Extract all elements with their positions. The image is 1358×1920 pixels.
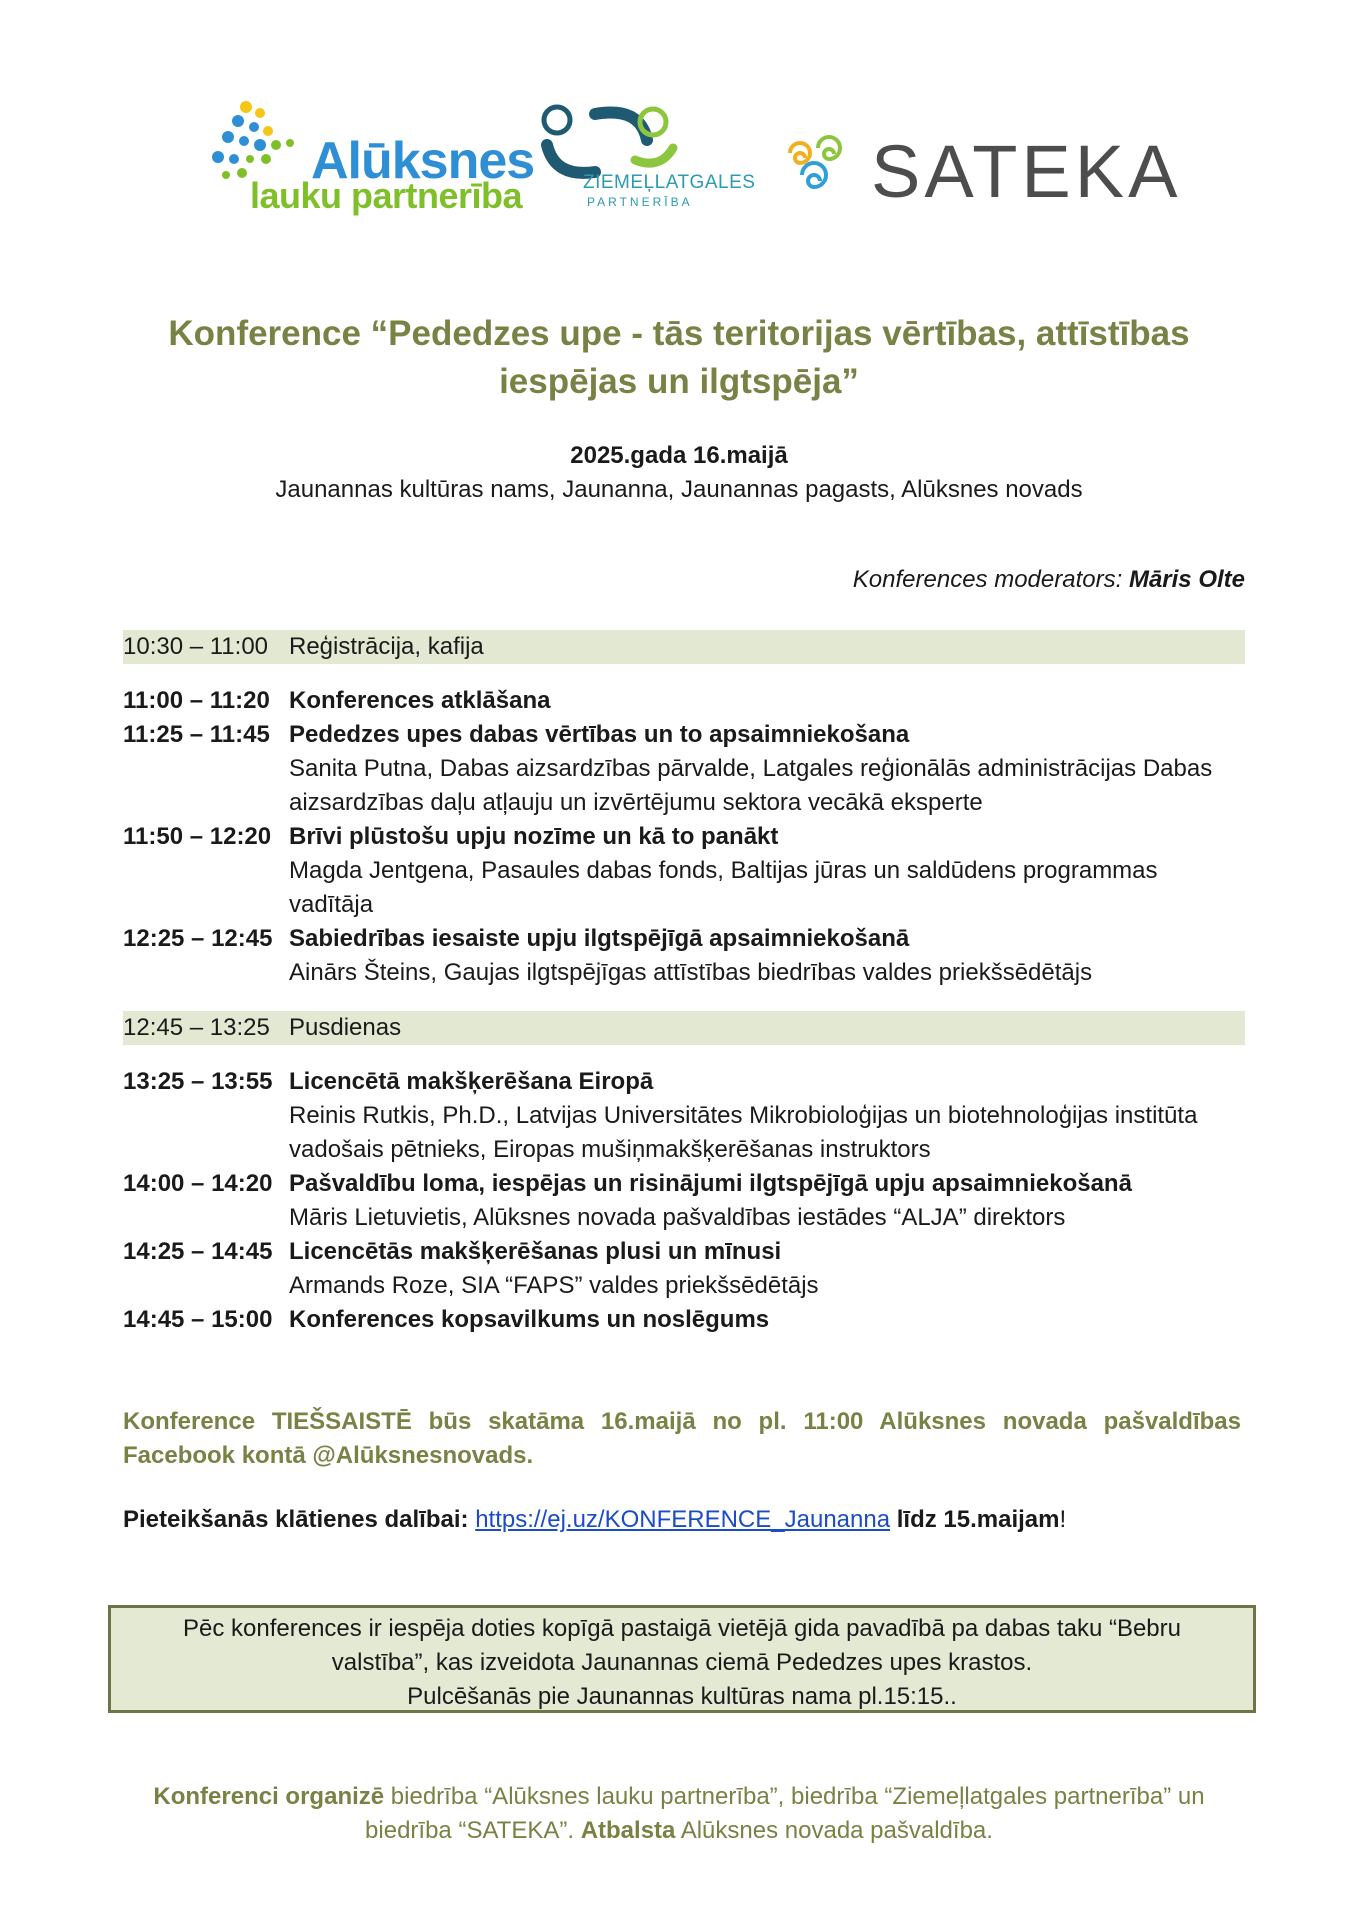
schedule-title: Brīvi plūstošu upju nozīme un kā to panākt bbox=[289, 823, 779, 850]
signup-deadline: līdz 15.maijam bbox=[896, 1506, 1060, 1533]
logo-ziemellatgales-text: ZIEMEĻLATGALES bbox=[583, 172, 756, 193]
organizers-text: biedrība “Alūksnes lauku partnerība”, biedrība “Ziemeļlatgales partnerība” un biedrība “SATEKA”. bbox=[365, 1783, 1205, 1844]
schedule-speaker: Reinis Rutkis, Ph.D., Latvijas Universitātes Mikrobioloģijas un biotehnoloģijas institūta vadošais pētnieks, Eiropas mušiņmakšķerēšanas instruktors bbox=[289, 1102, 1198, 1163]
schedule-time: 13:25 – 13:55 bbox=[123, 1068, 273, 1095]
schedule-speaker: Armands Roze, SIA “FAPS” valdes priekšsēdētājs bbox=[289, 1272, 819, 1299]
ziemellatgales-partneriba-logo bbox=[535, 100, 756, 215]
schedule-session bbox=[123, 1303, 1245, 1337]
signup-label: Pieteikšanās klātienes dalībai: bbox=[123, 1506, 469, 1533]
logo-partneriba-text: PARTNERĪBA bbox=[587, 195, 693, 209]
schedule-speaker: Māris Lietuvietis, Alūksnes novada pašvaldības iestādes “ALJA” direktors bbox=[289, 1204, 1066, 1231]
schedule-title: Pededzes upes dabas vērtības un to apsaimniekošana bbox=[289, 721, 910, 748]
signup-line bbox=[123, 1506, 1066, 1534]
schedule-time: 12:25 – 12:45 bbox=[123, 925, 273, 952]
signup-exclamation: ! bbox=[1059, 1506, 1067, 1533]
organizers-label: Konferenci organizē bbox=[153, 1783, 385, 1810]
schedule-time: 14:00 – 14:20 bbox=[123, 1170, 273, 1197]
schedule-time: 11:50 – 12:20 bbox=[123, 823, 272, 850]
schedule-session bbox=[123, 684, 1245, 718]
nature-walk-box bbox=[108, 1605, 1256, 1713]
spiral-icon bbox=[770, 123, 860, 213]
schedule-title: Licencētās makšķerēšanas plusi un mīnusi bbox=[289, 1238, 782, 1265]
conference-date: 2025.gada 16.maijā bbox=[570, 442, 788, 469]
schedule-title: Reģistrācija, kafija bbox=[289, 633, 484, 660]
schedule-speaker: Ainārs Šteins, Gaujas ilgtspējīgas attīstības biedrības valdes priekšsēdētājs bbox=[289, 959, 1093, 986]
schedule-title: Sabiedrības iesaiste upju ilgtspējīgā apsaimniekošanā bbox=[289, 925, 910, 952]
signup-link[interactable]: https://ej.uz/KONFERENCE_Jaunanna bbox=[475, 1506, 891, 1533]
moderator-name: Māris Olte bbox=[1128, 566, 1245, 593]
schedule-title: Licencētā makšķerēšana Eiropā bbox=[289, 1068, 654, 1095]
aluksnes-lauku-partneriba-logo bbox=[208, 95, 535, 220]
schedule-title: Pašvaldību loma, iespējas un risinājumi ilgtspējīgā upju apsaimniekošanā bbox=[289, 1170, 1132, 1197]
logo-lauku-partneriba-text: lauku partnerība bbox=[250, 175, 523, 216]
schedule-session bbox=[123, 922, 1245, 956]
schedule-speaker: Sanita Putna, Dabas aizsardzības pārvalde, Latgales reģionālās administrācijas Dabas aizsardzības daļu atļauju un izvērtējumu sektora vecākā eksperte bbox=[289, 755, 1213, 816]
walk-line-2: valstība”, kas izveidota Jaunannas ciemā Pededzes upes krastos. bbox=[331, 1649, 1033, 1676]
schedule-time: 14:45 – 15:00 bbox=[123, 1306, 273, 1333]
schedule-break-registration bbox=[123, 630, 1245, 664]
support-text: Alūksnes novada pašvaldība. bbox=[675, 1817, 993, 1844]
schedule-session bbox=[123, 1235, 1245, 1269]
schedule-time: 11:25 – 11:45 bbox=[123, 721, 270, 748]
ziem-arcs-icon bbox=[535, 100, 745, 180]
logos-header bbox=[0, 95, 1358, 225]
online-notice: Konference TIEŠSAISTĒ būs skatāma 16.maijā no pl. 11:00 Alūksnes novada pašvaldības Facebook kontā @Alūksnesnovads. bbox=[123, 1408, 1241, 1469]
conference-title: Konference “Pededzes upe - tās teritorijas vērtības, attīstības iespējas un ilgtspēja” bbox=[168, 314, 1190, 401]
schedule-session bbox=[123, 820, 1245, 854]
schedule-session bbox=[123, 1065, 1245, 1099]
walk-line-3: Pulcēšanās pie Jaunannas kultūras nama pl.15:15.. bbox=[407, 1683, 957, 1710]
schedule-speaker: Magda Jentgena, Pasaules dabas fonds, Baltijas jūras un saldūdens programmas vadītāja bbox=[289, 857, 1158, 918]
schedule-time: 10:30 – 11:00 bbox=[123, 633, 269, 660]
schedule-session bbox=[123, 1167, 1245, 1201]
organizers-footer bbox=[120, 1780, 1238, 1848]
schedule-title: Konferences kopsavilkums un noslēgums bbox=[289, 1306, 770, 1333]
schedule-time: 14:25 – 14:45 bbox=[123, 1238, 273, 1265]
logo-aluksnes-text: Alūksnes bbox=[311, 132, 535, 190]
schedule-time: 12:45 – 13:25 bbox=[123, 1014, 270, 1041]
walk-line-1: Pēc konferences ir iespēja doties kopīgā pastaigā vietējā gida pavadībā pa dabas taku “Bebru bbox=[183, 1615, 1181, 1642]
moderator-label: Konferences moderators: bbox=[852, 566, 1123, 593]
schedule-session bbox=[123, 718, 1245, 752]
conference-venue: Jaunannas kultūras nams, Jaunanna, Jaunannas pagasts, Alūksnes novads bbox=[275, 476, 1083, 503]
schedule-title: Konferences atklāšana bbox=[289, 687, 551, 714]
logo-sateka-text: SATEKA bbox=[871, 130, 1182, 213]
schedule-break-lunch bbox=[123, 1011, 1245, 1045]
moderator-line bbox=[853, 566, 1245, 594]
support-label: Atbalsta bbox=[580, 1817, 676, 1844]
schedule bbox=[123, 630, 1245, 1337]
sateka-logo bbox=[770, 105, 1182, 215]
schedule-title: Pusdienas bbox=[289, 1014, 402, 1041]
schedule-time: 11:00 – 11:20 bbox=[123, 687, 270, 714]
